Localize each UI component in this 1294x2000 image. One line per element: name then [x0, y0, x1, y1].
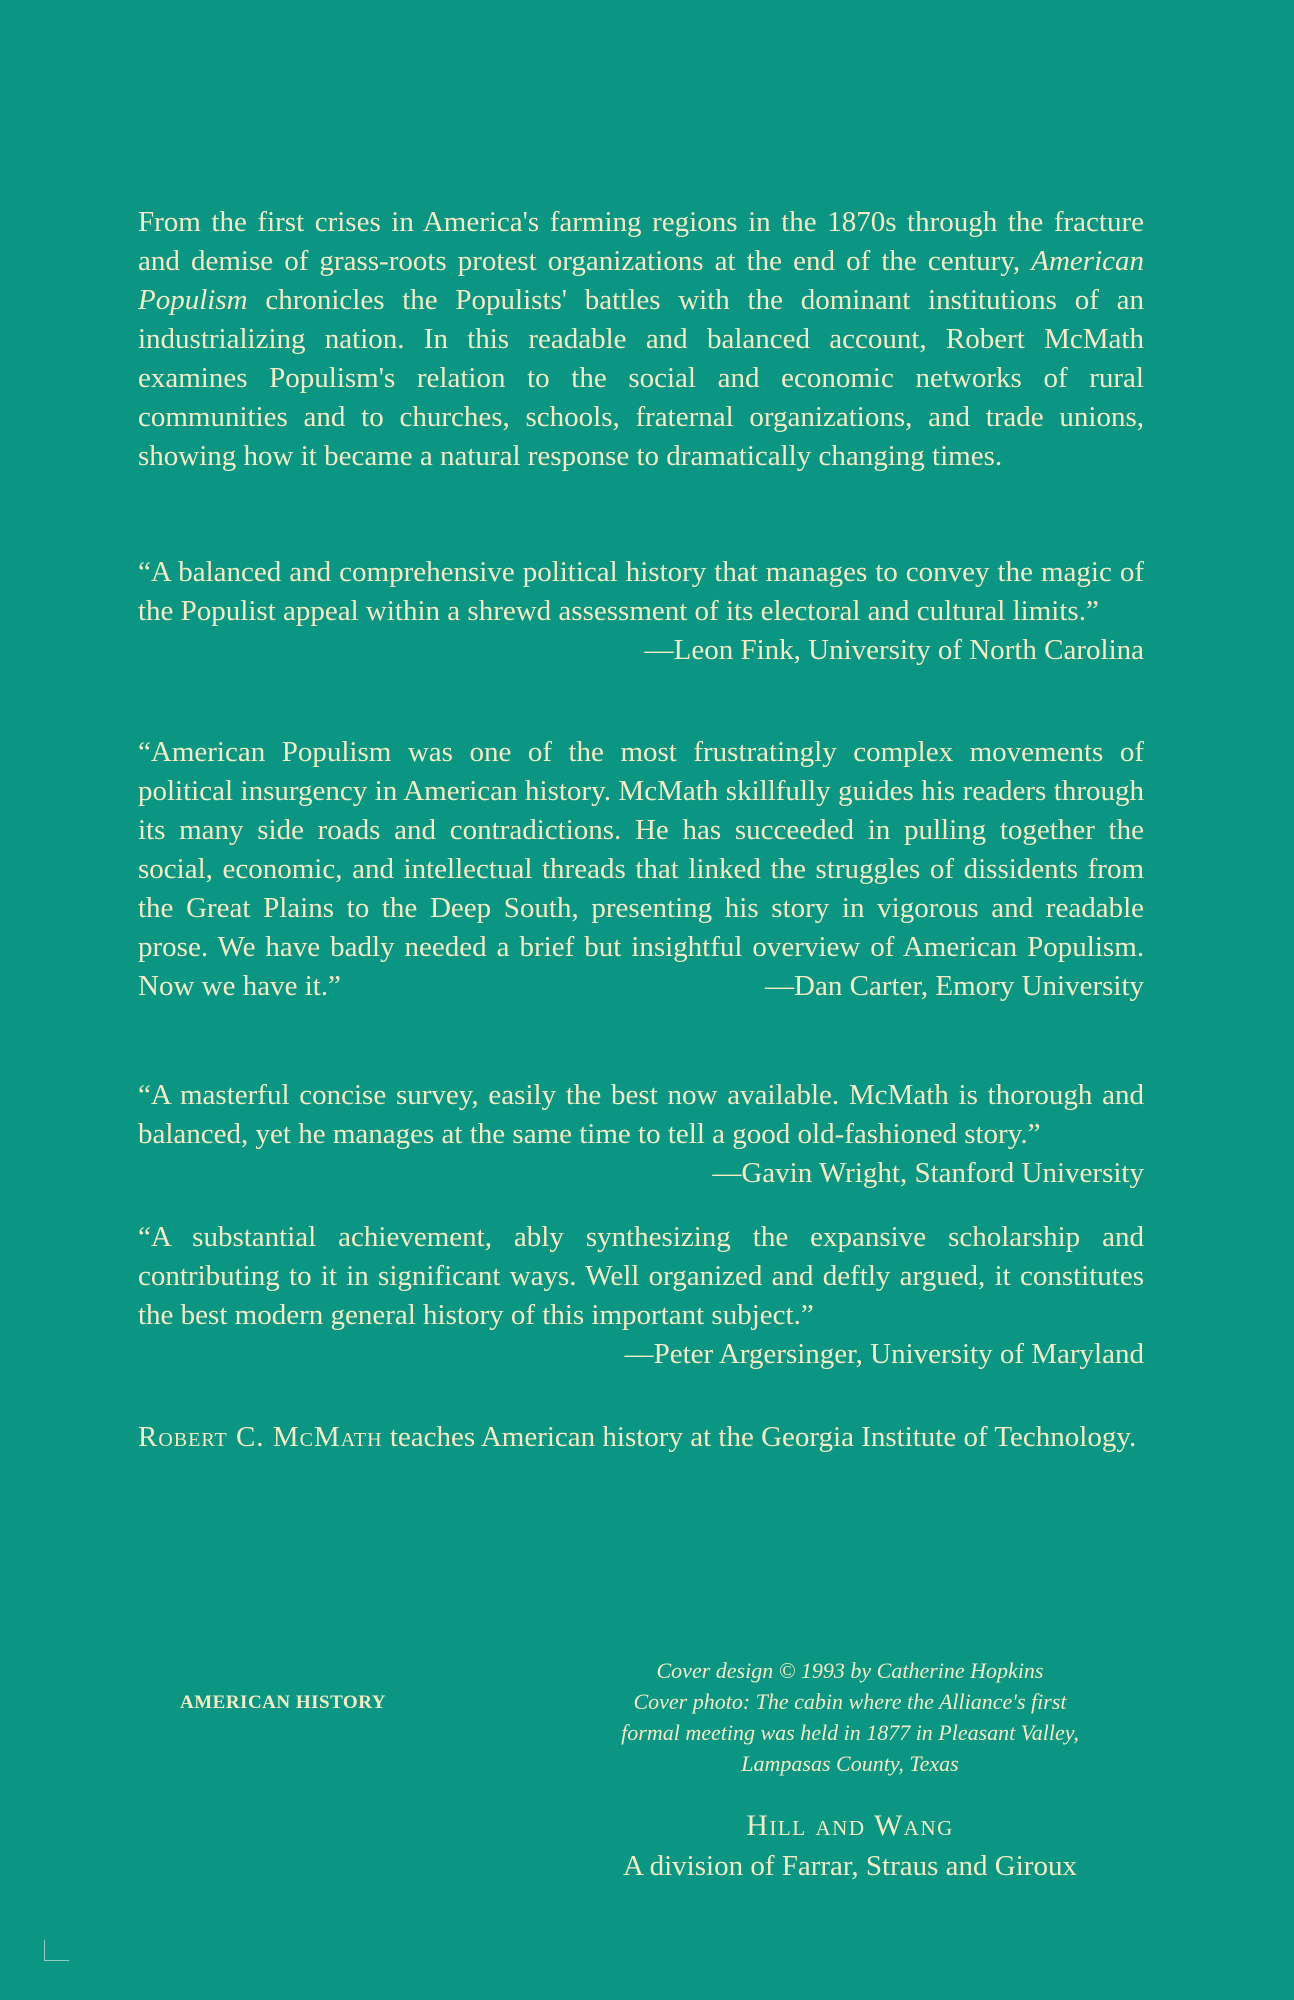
book-title: American Populism	[138, 245, 1144, 316]
publisher-name: Hill and Wang	[746, 1809, 954, 1842]
credit-line: Cover photo: The cabin where the Alliance's first	[633, 1689, 1067, 1714]
corner-crop-mark	[44, 1940, 69, 1961]
credit-line: Cover design © 1993 by Catherine Hopkins	[656, 1658, 1044, 1683]
quote-text: “A masterful concise survey, easily the best now available. McMath is thorough and balanced, yet he manages at the same time to tell a good old-fashioned story.”	[138, 1079, 1144, 1150]
category-label: AMERICAN HISTORY	[180, 1692, 386, 1713]
publisher-division: A division of Farrar, Straus and Giroux	[623, 1850, 1077, 1882]
review-quote	[138, 1218, 1144, 1374]
quote-attribution: —Gavin Wright, Stanford University	[712, 1157, 1144, 1189]
review-quote	[138, 553, 1144, 670]
quote-attribution: —Leon Fink, University of North Carolina	[644, 634, 1144, 666]
quote-attribution: —Dan Carter, Emory University	[765, 970, 1144, 1002]
description-text-end: chronicles the Populists' battles with the dominant institutions of an industrializing nation. In this readable and balanced account, Robert McMath examines Populism's relation to the social and economic networks of rural communities and to churches, schools, fraternal organizations, and trade unions, showing how it became a natural response to dramatically changing times.	[138, 284, 1144, 472]
review-quote	[138, 1076, 1144, 1193]
cover-credits	[540, 1655, 1160, 1779]
quote-attribution: —Peter Argersinger, University of Maryland	[624, 1338, 1144, 1370]
publisher-block	[540, 1806, 1160, 1886]
quote-text: “A substantial achievement, ably synthesizing the expansive scholarship and contributing to it in significant ways. Well organized and deftly argued, it constitutes the best modern general history of this important subject.”	[138, 1221, 1144, 1331]
author-name: Robert C. McMath	[138, 1421, 383, 1453]
description-text-start: From the first crises in America's farming regions in the 1870s through the fracture and demise of grass-roots protest organizations at the end of the century,	[138, 206, 1144, 277]
author-bio-text: teaches American history at the Georgia Institute of Technology.	[382, 1421, 1137, 1453]
author-bio	[138, 1418, 1144, 1457]
credit-line: Lampasas County, Texas	[741, 1751, 959, 1776]
book-description	[138, 203, 1144, 476]
quote-text: “American Populism was one of the most frustratingly complex movements of political insurgency in American history. McMath skillfully guides his readers through its many side roads and contradictions. He has succeeded in pulling together the social, economic, and intellectual threads that linked the struggles of dissidents from the Great Plains to the Deep South, presenting his story in vigorous and readable prose. We have badly needed a brief but insightful overview of American Populism. Now we have it.”	[138, 736, 1144, 1002]
credit-line: formal meeting was held in 1877 in Pleasant Valley,	[621, 1720, 1079, 1745]
quote-text: “A balanced and comprehensive political history that manages to convey the magic of the Populist appeal within a shrewd assessment of its electoral and cultural limits.”	[138, 556, 1144, 627]
review-quote	[138, 733, 1144, 1006]
